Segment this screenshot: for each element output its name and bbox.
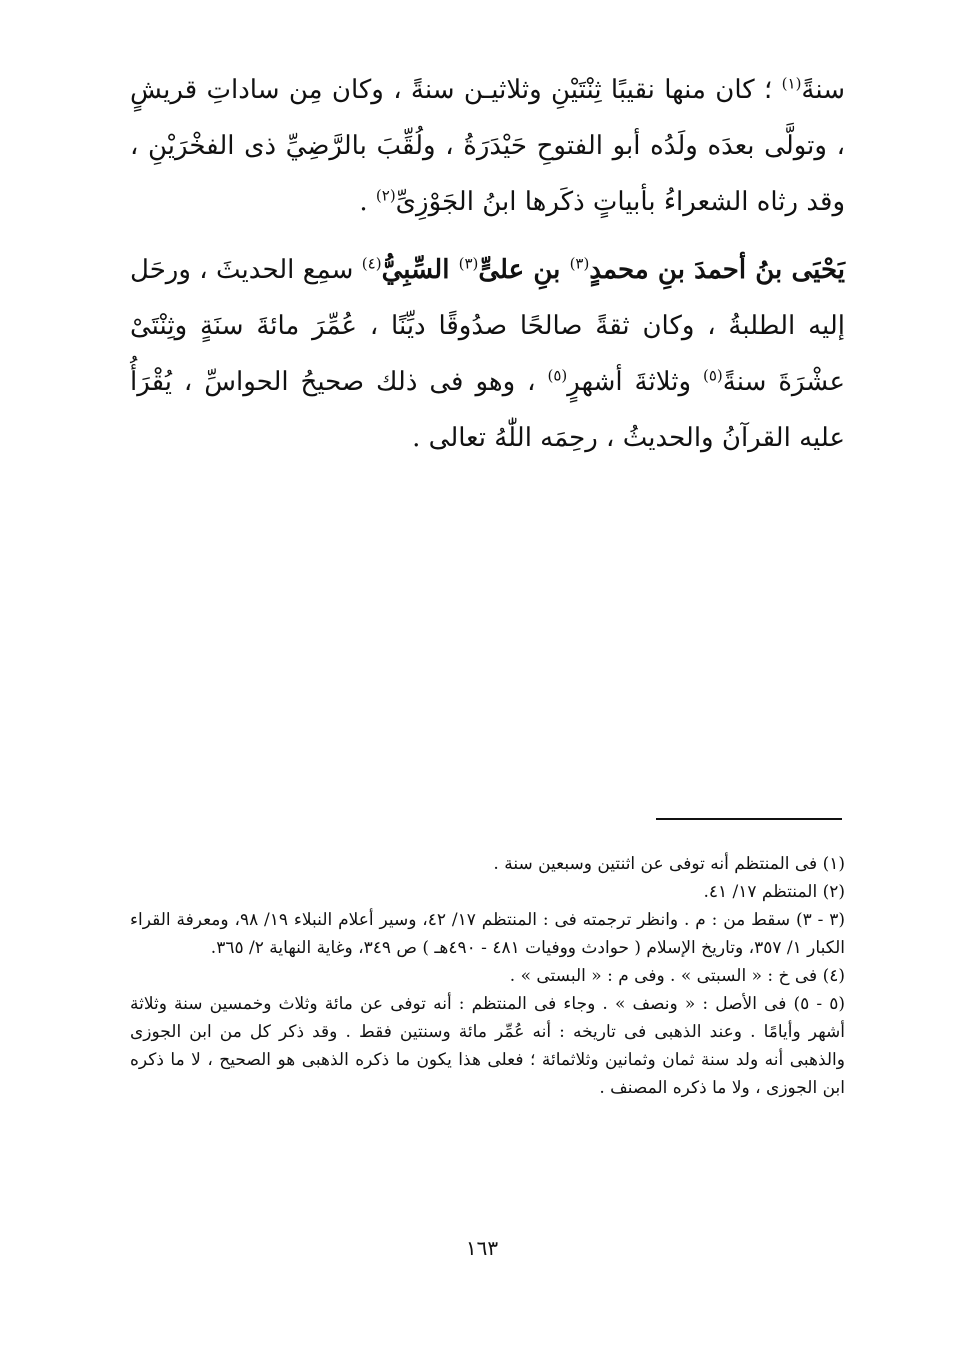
main-text xyxy=(130,62,845,466)
entry-name: يَحْيَى بنُ أحمدَ بنِ محمدٍ xyxy=(589,255,845,285)
footnote-marker: (١) xyxy=(781,74,802,93)
text-run: سمِع الحديثَ ، ورحَل إليه الطلبةُ ، وكان ثقةً صالحًا صدُوقًا ديِّنًا ، عُمِّرَ مائةَ سنَةٍ وثِنْتَىْ عشْرَةَ سنةً xyxy=(130,255,845,397)
footnote-marker: (٣) xyxy=(458,254,479,273)
footnotes xyxy=(130,850,845,1102)
text-run: ؛ كان منها نقيبًا ثِنْتَيْنِ وثلاثيـن سنةً ، وكان مِن ساداتِ قريشٍ ، وتولَّى بعدَه ولَدُه أبو الفتوحِ حَيْدَرَةُ ، ولُقِّبَ بالرَّضِيِّ ذى الفخْرَيْنِ ، وقد رثاه الشعراءُ بأبياتٍ ذكَرها ابنُ الجَوْزِىِّ xyxy=(130,75,845,217)
footnote: (٤) فى خ : « السبتى » . وفى م : « البستى » . xyxy=(509,966,845,986)
text-run: وثلاثةَ أشهرٍ xyxy=(567,367,703,397)
text-run: سنةً xyxy=(801,75,845,105)
page-number: ١٦٣ xyxy=(465,1236,499,1260)
footnote-marker: (٢) xyxy=(375,186,396,205)
biography-entry xyxy=(130,242,845,466)
text-run: . xyxy=(359,187,376,217)
footnote: (٥ - ٥) فى الأصل : « ونصف » . وجاء فى المنتظم : أنه توفى عن مائة وثلاث وخمسين سنة وثلاثة أشهر وأيامًا . وعند الذهبى فى تاريخه : أنه عُمِّر مائة وسنتين فقط . وقد ذكر كل من ابن الجوزى والذهبى أنه ولد سنة ثمان وثمانين وثلاثمائة ؛ فعلى هذا يكون ما ذكره الذهبى هو الصحيح ، لا ما ذكره ابن الجوزى ، ولا ما ذكره المصنف . xyxy=(130,994,845,1098)
paragraph-continuation xyxy=(130,62,845,230)
text-run: ، وهو فى ذلك صحيحُ الحواسِّ ، يُقْرَأُ عليه القرآنُ والحديثُ ، رحِمَه اللّٰهُ تعالى . xyxy=(130,367,845,453)
footnote: (٣ - ٣) سقط من : م . وانظر ترجمته فى : المنتظم ١٧/ ٤٢، وسير أعلام النبلاء ١٩/ ٩٨، ومعرفة القراء الكبار ١/ ٣٥٧، وتاريخ الإسلام ( حوادث ووفيات ٤٨١ - ٤٩٠هـ ) ص ٣٤٩، وغاية النهاية ٢/ ٣٦٥. xyxy=(130,910,845,958)
footnote-marker: (٣) xyxy=(569,254,590,273)
footnote: (٢) المنتظم ١٧/ ٤١. xyxy=(703,882,845,902)
entry-name: السِّبِيُّ xyxy=(381,255,459,285)
footnote: (١) فى المنتظم أنه توفى عن اثنتين وسبعين سنة . xyxy=(493,854,845,874)
entry-name: بنِ علىٍّ xyxy=(478,255,570,285)
footnote-marker: (٥) xyxy=(703,366,723,385)
footnote-divider xyxy=(656,818,842,820)
footnote-marker: (٤) xyxy=(361,254,382,273)
footnote-marker: (٥) xyxy=(547,366,568,385)
